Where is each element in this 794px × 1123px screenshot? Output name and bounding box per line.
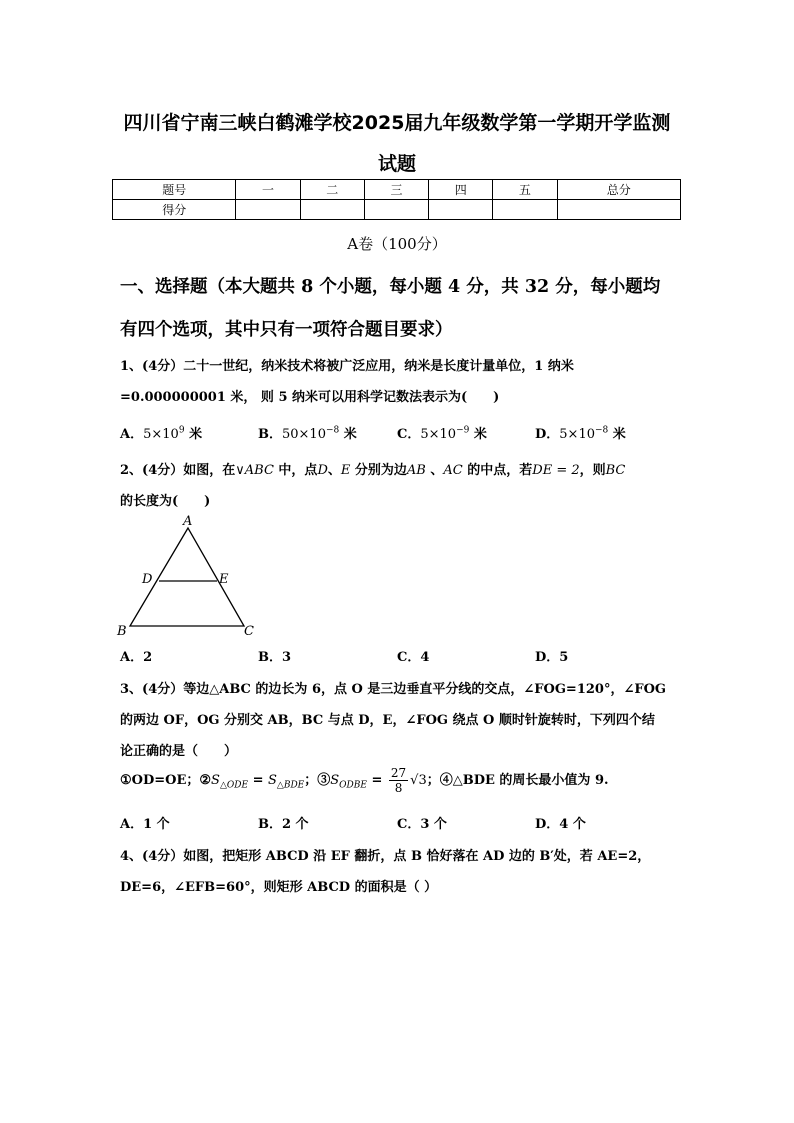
math-equals: =	[248, 773, 268, 788]
score-table-score-row	[113, 200, 681, 220]
exponent: −9	[456, 425, 470, 436]
q3-option-b: B．2 个	[258, 817, 309, 832]
score-input-cell	[300, 200, 364, 220]
option-label: B．	[258, 427, 282, 442]
section-heading: 一、选择题（本大题共 8 个小题，每小题 4 分，共 32 分，每小题均	[120, 277, 661, 297]
table-cell: 五	[493, 180, 557, 200]
q2-text	[120, 459, 625, 478]
q2-option-d: D．5	[535, 650, 569, 665]
volume-heading: A卷（100分）	[347, 235, 447, 253]
fraction-denominator: 8	[394, 781, 403, 795]
option-math: 5×10	[143, 427, 179, 442]
score-input-cell	[429, 200, 493, 220]
table-cell: 四	[429, 180, 493, 200]
triangle-figure	[112, 508, 262, 643]
math-de-equation: DE = 2	[532, 463, 580, 478]
fraction	[389, 766, 408, 795]
q1-text-line2: =0.000000001 米， 则 5 纳米可以用科学记数法表示为( )	[120, 390, 500, 405]
q2-text-part: 的中点，若	[462, 463, 533, 478]
statement-text: ；④△BDE 的周长最小值为 9.	[426, 773, 609, 788]
table-cell: 题号	[113, 180, 236, 200]
q1-option-b	[258, 423, 357, 442]
math-segment-ac: AC	[443, 463, 463, 478]
math-segment-ab: AB	[406, 463, 426, 478]
exponent: −8	[595, 425, 609, 436]
q2-option-a: A．2	[120, 650, 153, 665]
label-a: A	[183, 514, 193, 529]
q3-option-c: C．3 个	[397, 817, 447, 832]
q2-text-part: 2、(4分）如图，在	[120, 463, 236, 478]
math-sqrt: √3	[410, 773, 427, 788]
q1-option-c	[397, 423, 487, 442]
exponent: −8	[325, 425, 340, 436]
statement-text: ；③	[304, 773, 331, 788]
q3-text-line2: 的两边 OF，OG 分别交 AB，BC 与点 D，E，∠FOG 绕点 O 顺时针旋转时，下列四个结	[120, 713, 655, 728]
math-area: S	[211, 773, 220, 788]
q2-text-part: ，则	[579, 463, 606, 478]
q1-option-a	[120, 423, 202, 442]
math-point-e: E	[340, 463, 351, 478]
exponent: 9	[178, 425, 185, 436]
subscript: △ODE	[219, 780, 249, 791]
option-label: D．	[535, 427, 560, 442]
option-math: 5×10	[420, 427, 457, 442]
q2-text-part: 、	[425, 463, 444, 478]
q4-text: 4、(4分）如图，把矩形 ABCD 沿 EF 翻折，点 B 恰好落在 AD 边的 B′处，若 AE=2，	[120, 849, 651, 864]
q2-option-b: B．3	[258, 650, 292, 665]
score-input-cell	[493, 200, 557, 220]
q1-option-d	[535, 423, 626, 442]
option-unit: 米	[608, 427, 626, 442]
math-triangle: ∨ABC	[235, 463, 274, 478]
option-label: A．	[120, 427, 144, 442]
option-unit: 米	[339, 427, 357, 442]
statement-text: ①OD=OE；②	[120, 773, 212, 788]
q2-text-part: 分别为边	[350, 463, 407, 478]
q3-option-d: D．4 个	[535, 817, 586, 832]
q3-option-a: A．1 个	[120, 817, 170, 832]
math-equals: =	[366, 773, 387, 788]
option-unit: 米	[184, 427, 203, 442]
q3-text: 3、(4分）等边△ABC 的边长为 6，点 O 是三边垂直平分线的交点，∠FOG=120°，∠FOG	[120, 682, 667, 697]
q4-text-line2: DE=6，∠EFB=60°，则矩形 ABCD 的面积是（ ）	[120, 880, 438, 895]
score-input-cell	[236, 200, 300, 220]
fraction-numerator: 27	[390, 766, 407, 780]
q2-text-part: 中，点	[273, 463, 318, 478]
score-table	[112, 179, 681, 220]
score-table-header-row	[113, 180, 681, 200]
page-title: 四川省宁南三峡白鹤滩学校2025届九年级数学第一学期开学监测	[123, 112, 671, 134]
label-d: D	[142, 572, 153, 587]
table-cell: 二	[300, 180, 364, 200]
q3-statements	[120, 766, 609, 795]
math-area: S	[330, 773, 340, 788]
math-area: S	[268, 773, 277, 788]
score-input-cell	[557, 200, 680, 220]
q2-text-line2: 的长度为( )	[120, 494, 211, 509]
option-math: 5×10	[559, 427, 595, 442]
q2-text-part: 、	[327, 463, 341, 478]
subscript: △BDE	[276, 780, 305, 791]
q3-text-line3: 论正确的是（ ）	[120, 744, 238, 759]
table-cell: 三	[364, 180, 428, 200]
subscript: ODBE	[339, 780, 367, 791]
table-cell: 总分	[557, 180, 680, 200]
table-cell: 得分	[113, 200, 236, 220]
page-title-line2: 试题	[377, 153, 416, 175]
section-heading-line2: 有四个选项，其中只有一项符合题目要求）	[120, 320, 453, 340]
option-label: C．	[397, 427, 421, 442]
table-cell: 一	[236, 180, 300, 200]
score-input-cell	[364, 200, 428, 220]
option-math: 50×10	[282, 427, 326, 442]
label-c: C	[244, 624, 254, 639]
math-segment-bc: BC	[605, 463, 626, 478]
label-e: E	[219, 572, 229, 587]
math-point-d: D	[317, 463, 328, 478]
q1-text: 1、(4分）二十一世纪，纳米技术将被广泛应用，纳米是长度计量单位，1 纳米	[120, 359, 574, 374]
option-unit: 米	[469, 427, 487, 442]
label-b: B	[117, 624, 127, 639]
q2-option-c: C．4	[397, 650, 430, 665]
